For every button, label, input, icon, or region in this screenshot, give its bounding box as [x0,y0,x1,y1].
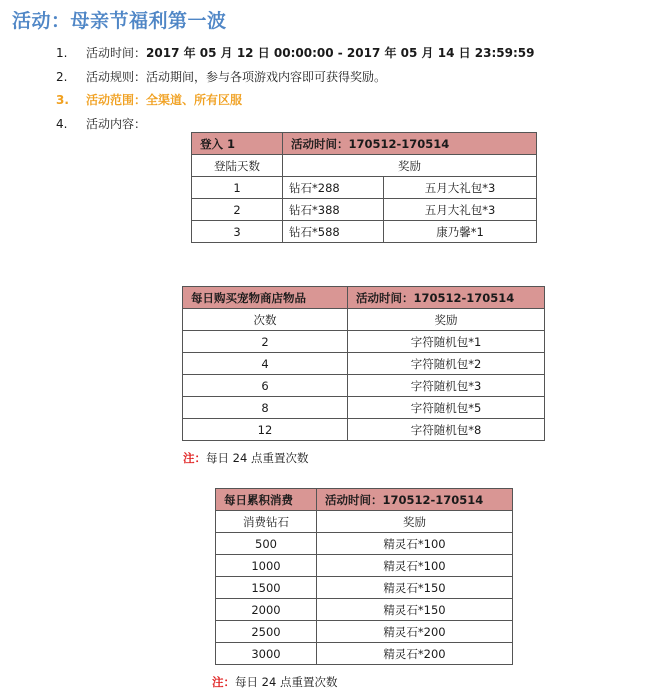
table-title: 登入 1 [192,133,283,155]
col-header: 奖励 [317,511,513,533]
table-period: 活动时间：170512-170514 [317,489,513,511]
cell: 精灵石*100 [317,555,513,577]
table-row [192,177,537,199]
table-row [216,599,513,621]
cell: 2 [183,331,348,353]
list-number: 3. [56,93,69,107]
cell: 钻石*588 [283,221,384,243]
cell: 精灵石*150 [317,577,513,599]
table-row [183,397,545,419]
activity-list [56,42,534,136]
cell: 五月大礼包*3 [384,199,537,221]
col-header: 消费钻石 [216,511,317,533]
cell: 12 [183,419,348,441]
login-reward-table [191,132,537,243]
table-row [216,621,513,643]
table-period: 活动时间：170512-170514 [283,133,537,155]
cell: 2 [192,199,283,221]
cell: 钻石*288 [283,177,384,199]
cell: 1 [192,177,283,199]
reset-note [183,450,308,466]
cell: 500 [216,533,317,555]
time-label: 活动时间： [86,46,147,60]
cell: 字符随机包*1 [348,331,545,353]
time-value: 2017 年 05 月 12 日 00:00:00 - 2017 年 05 月 14 日 23:59:59 [146,46,535,60]
col-header: 登陆天数 [192,155,283,177]
table-row [192,221,537,243]
cell: 8 [183,397,348,419]
cell: 3000 [216,643,317,665]
note-text: 每日 24 点重置次数 [206,451,309,465]
table-period: 活动时间：170512-170514 [348,287,545,309]
cell: 字符随机包*5 [348,397,545,419]
table-row [216,533,513,555]
table-row [216,555,513,577]
table-row [183,419,545,441]
table-row [216,643,513,665]
list-number: 4. [56,116,68,131]
pet-shop-table [182,286,545,441]
table-row [183,353,545,375]
consumption-table [215,488,513,665]
table-col-header-row [216,511,513,533]
page-title: 活动：母亲节福利第一波 [12,10,227,32]
note-text: 每日 24 点重置次数 [235,675,338,689]
cell: 1000 [216,555,317,577]
cell: 6 [183,375,348,397]
table-header-row [192,133,537,155]
table-col-header-row [192,155,537,177]
cell: 4 [183,353,348,375]
list-number: 2. [56,69,68,84]
note-label: 注： [212,675,235,689]
cell: 精灵石*200 [317,621,513,643]
cell: 钻石*388 [283,199,384,221]
cell: 3 [192,221,283,243]
list-item-scope [56,89,534,113]
cell: 字符随机包*2 [348,353,545,375]
cell: 1500 [216,577,317,599]
cell: 精灵石*200 [317,643,513,665]
list-item-time [56,42,534,66]
table-row [183,375,545,397]
cell: 字符随机包*8 [348,419,545,441]
table-title: 每日购买宠物商店物品 [183,287,348,309]
table-header-row [216,489,513,511]
scope-text: 活动范围：全渠道、所有区服 [86,93,243,107]
list-number: 1. [56,46,68,60]
table-row [183,331,545,353]
cell: 精灵石*150 [317,599,513,621]
note-label: 注： [183,451,206,465]
col-header: 奖励 [348,309,545,331]
col-header: 次数 [183,309,348,331]
table-title: 每日累积消费 [216,489,317,511]
cell: 康乃馨*1 [384,221,537,243]
cell: 2500 [216,621,317,643]
cell: 2000 [216,599,317,621]
table-header-row [183,287,545,309]
cell: 字符随机包*3 [348,375,545,397]
table-row [216,577,513,599]
list-item-rules [56,66,534,90]
cell: 五月大礼包*3 [384,177,537,199]
reset-note [212,674,337,690]
content-text: 活动内容： [86,116,147,131]
rules-text: 活动规则：活动期间，参与各项游戏内容即可获得奖励。 [86,69,387,84]
col-header: 奖励 [283,155,537,177]
table-col-header-row [183,309,545,331]
cell: 精灵石*100 [317,533,513,555]
table-row [192,199,537,221]
